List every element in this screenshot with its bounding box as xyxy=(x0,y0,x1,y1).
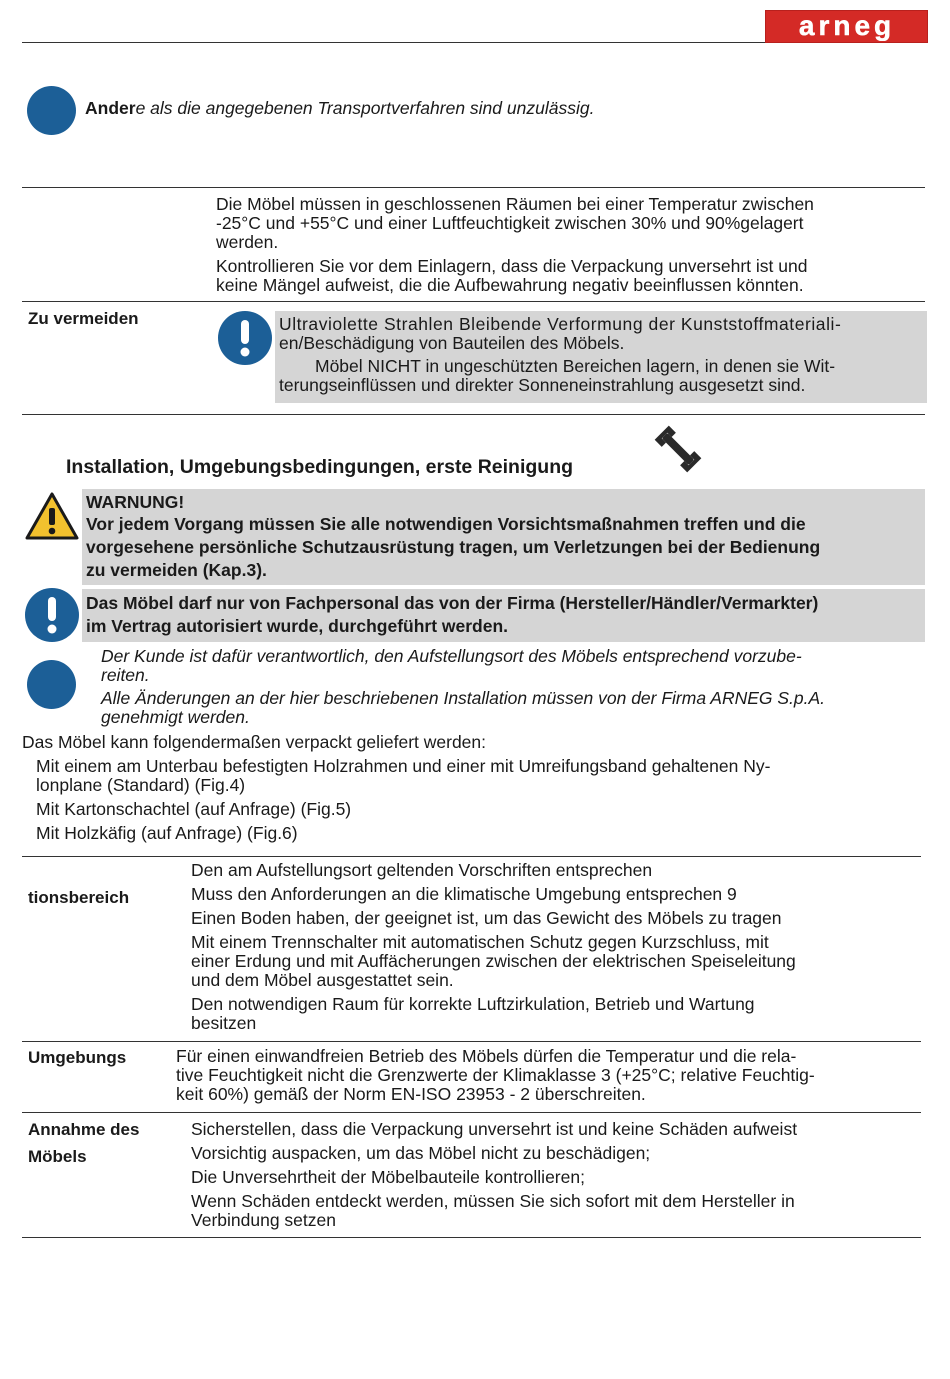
table-bottom-rule xyxy=(22,1237,921,1238)
list-item: Die Unversehrtheit der Möbelbauteile kontrollieren; xyxy=(191,1167,585,1187)
text-line: genehmigt werden. xyxy=(101,707,250,727)
exclamation-icon xyxy=(218,311,272,365)
packaging-intro: Das Möbel kann folgendermaßen verpackt geliefert werden: xyxy=(22,732,486,752)
text-line: terungseinflüssen und direkter Sonneneinstrahlung ausgesetzt sind. xyxy=(279,375,806,395)
row2-label: Umgebungs xyxy=(28,1048,127,1067)
text-line: besitzen xyxy=(191,1013,257,1033)
table-rule xyxy=(22,1112,921,1113)
row2-content xyxy=(176,1047,815,1104)
row3-content xyxy=(191,1120,797,1230)
text-line: keine Mängel aufweist, die die Aufbewahrung negativ beeinflussen könnten. xyxy=(216,275,804,295)
list-item: Vorsichtig auspacken, um das Möbel nicht zu beschädigen; xyxy=(191,1143,651,1163)
wrench-icon xyxy=(652,424,704,474)
list-item: Mit Holzkäfig (auf Anfrage) (Fig.6) xyxy=(36,823,298,843)
text-line: Vor jedem Vorgang müssen Sie alle notwendigen Vorsichtsmaßnahmen treffen und die xyxy=(86,514,806,534)
packaging-list xyxy=(36,757,770,843)
text-line: Kontrollieren Sie vor dem Einlagern, dass die Verpackung unversehrt ist und xyxy=(216,256,808,276)
list-item: Muss den Anforderungen an die klimatische Umgebung entsprechen 9 xyxy=(191,884,737,904)
row3-label-1: Annahme des xyxy=(28,1120,140,1139)
table-top-rule xyxy=(22,856,921,857)
text-line: tive Feuchtigkeit nicht die Grenzwerte der Klimaklasse 3 (+25°C; relative Feuchtig- xyxy=(176,1065,815,1085)
svg-text:arneg: arneg xyxy=(798,12,895,41)
arneg-logo xyxy=(765,10,928,43)
row3-label-2: Möbels xyxy=(28,1147,87,1166)
text-line: Alle Änderungen an der hier beschriebenen Installation müssen von der Firma ARNEG S.p.A. xyxy=(101,688,826,708)
list-item: Mit einem Trennschalter mit automatischen Schutz gegen Kurzschluss, mit xyxy=(191,932,769,952)
logo-wordmark xyxy=(769,13,925,41)
text-line: keit 60%) gemäß der Norm EN-ISO 23953 - 2 überschreiten. xyxy=(176,1084,646,1104)
info-dot-icon xyxy=(27,86,76,135)
text-line: Für einen einwandfreien Betrieb des Möbels dürfen die Temperatur und die rela- xyxy=(176,1046,797,1066)
text-line: einer Erdung und mit Auffächerungen zwischen der elektrischen Speiseleitung xyxy=(191,951,796,971)
section-title: Installation, Umgebungsbedingungen, erste Reinigung xyxy=(66,456,574,478)
storage-paragraph-2 xyxy=(216,257,807,295)
row1-label: tionsbereich xyxy=(28,888,130,907)
info-text xyxy=(101,647,825,727)
list-item: Einen Boden haben, der geeignet ist, um das Gewicht des Möbels zu tragen xyxy=(191,908,782,928)
row1-content xyxy=(191,861,796,1033)
text-line: und dem Möbel ausgestattet sein. xyxy=(191,970,454,990)
list-item: Mit einem am Unterbau befestigten Holzrahmen und einer mit Umreifungsband gehaltenen Ny- xyxy=(36,756,771,776)
text-line: Das Möbel darf nur von Fachpersonal das von der Firma (Hersteller/Händler/Vermarkter) xyxy=(86,593,819,613)
avoid-text xyxy=(279,315,841,395)
list-item: Den notwendigen Raum für korrekte Luftzirkulation, Betrieb und Wartung xyxy=(191,994,755,1014)
storage-paragraph-1 xyxy=(216,195,814,252)
text-line: vorgesehene persönliche Schutzausrüstung tragen, um Verletzungen bei der Bedienung xyxy=(86,537,821,557)
text-line: reiten. xyxy=(101,665,150,685)
notice-text xyxy=(86,592,818,638)
warning-triangle-icon xyxy=(24,490,80,542)
text-line: en/Beschädigung von Bauteilen des Möbels. xyxy=(279,333,625,353)
storage-mid-rule xyxy=(22,301,925,302)
list-item: Mit Kartonschachtel (auf Anfrage) (Fig.5) xyxy=(36,799,352,819)
list-item: Wenn Schäden entdeckt werden, müssen Sie sich sofort mit dem Hersteller in xyxy=(191,1191,795,1211)
warning-heading: WARNUNG! xyxy=(86,492,185,512)
warning-text xyxy=(86,491,820,582)
list-item: Sicherstellen, dass die Verpackung unversehrt ist und keine Schäden aufweist xyxy=(191,1119,798,1139)
text-line: Möbel NICHT in ungeschützten Bereichen lagern, in denen sie Wit- xyxy=(315,356,836,376)
text-line: zu vermeiden (Kap.3). xyxy=(86,560,267,580)
text-line: im Vertrag autorisiert wurde, durchgeführt werden. xyxy=(86,616,509,636)
list-item: Den am Aufstellungsort geltenden Vorschriften entsprechen xyxy=(191,860,653,880)
table-rule xyxy=(22,1041,921,1042)
text-line: Der Kunde ist dafür verantwortlich, den Aufstellungsort des Möbels entsprechend vorzube- xyxy=(101,646,802,666)
transport-note-bold: Ander xyxy=(85,98,136,118)
exclamation-icon xyxy=(25,588,79,642)
text-line: werden. xyxy=(216,232,279,252)
list-item: lonplane (Standard) (Fig.4) xyxy=(36,775,246,795)
transport-note xyxy=(85,99,594,118)
storage-bottom-rule xyxy=(22,414,925,415)
text-line: Verbindung setzen xyxy=(191,1210,336,1230)
text-line: -25°C und +55°C und einer Luftfeuchtigkeit zwischen 30% und 90%gelagert xyxy=(216,213,804,233)
text-line: Ultraviolette Strahlen Bleibende Verformung der Kunststoffmateriali- xyxy=(279,314,842,334)
transport-note-rest: e als die angegebenen Transportverfahren sind unzulässig. xyxy=(135,98,595,118)
storage-top-rule xyxy=(22,187,925,188)
info-dot-icon xyxy=(27,660,76,709)
text-line: Die Möbel müssen in geschlossenen Räumen bei einer Temperatur zwischen xyxy=(216,194,814,214)
avoid-label: Zu vermeiden xyxy=(28,309,139,328)
